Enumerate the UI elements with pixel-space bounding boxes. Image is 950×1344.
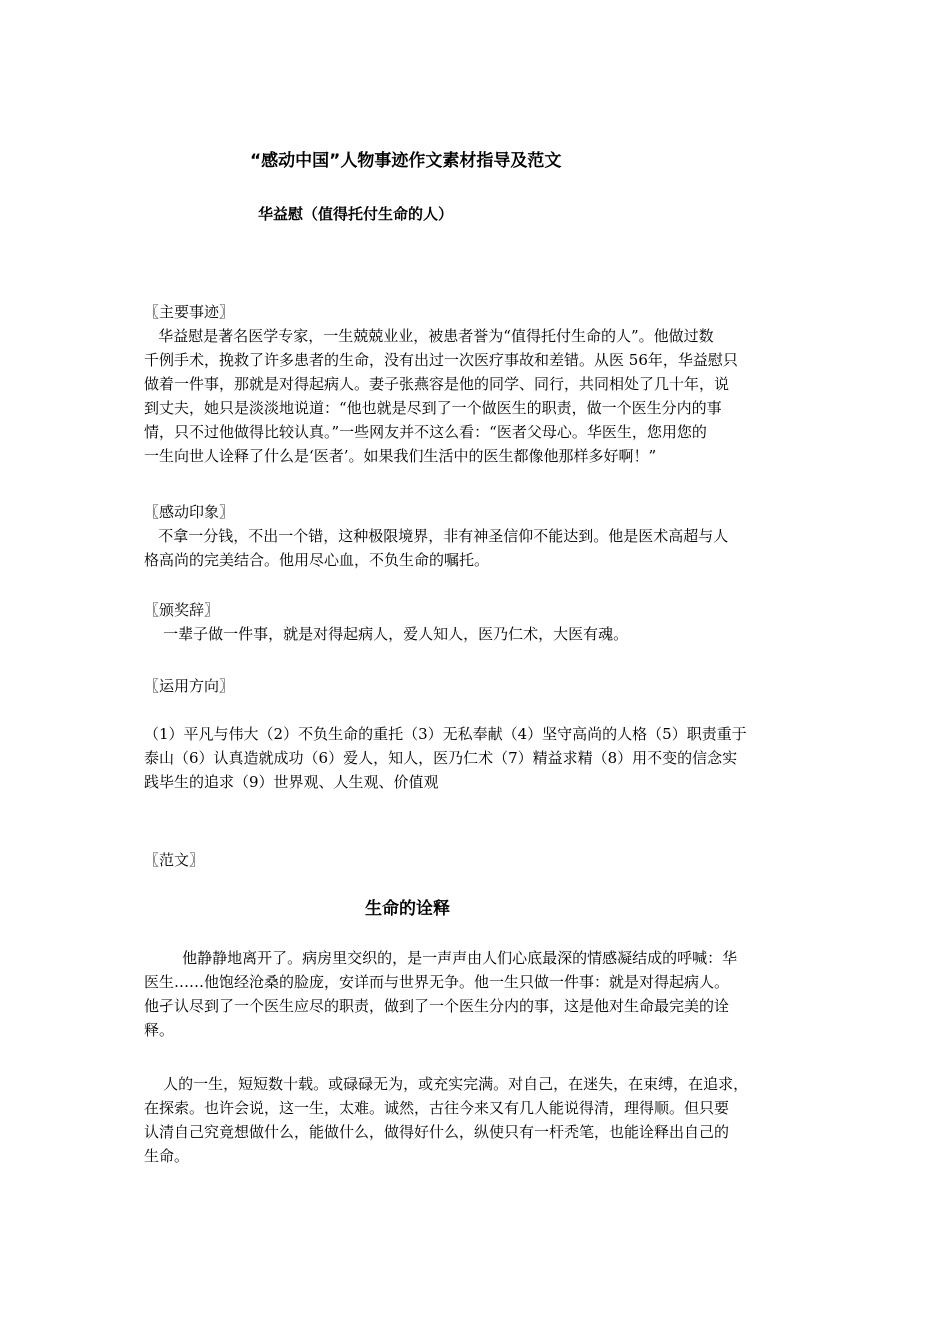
essay-line: 认清自己究竟想做什么，能做什么，做得好什么，纵使只有一杆秃笔，也能诠释出自己的	[144, 1123, 730, 1141]
usage-line: 践毕生的追求（9）世界观、人生观、价值观	[144, 773, 439, 791]
award-section	[144, 598, 810, 646]
essay-title: 生命的诠释	[365, 899, 450, 919]
essay-section	[144, 848, 810, 872]
essay-line: 医生……他饱经沧桑的脸庞，安详而与世界无争。他一生只做一件事：就是对得起病人。	[144, 973, 730, 991]
main-deeds-section	[144, 300, 810, 468]
essay-line: 释。	[144, 1021, 175, 1039]
main-deeds-line: 到丈夫，她只是淡淡地说道：“他也就是尽到了一个做医生的职责，做一个医生分内的事	[144, 399, 722, 417]
main-deeds-line: 情，只不过他做得比较认真。”一些网友并不这么看：“医者父母心。华医生，您用您的	[144, 423, 707, 441]
usage-line: （1）平凡与伟大（2）不负生命的重托（3）无私奉献（4）坚守高尚的人格（5）职责重于	[144, 725, 747, 743]
main-deeds-line: 一生向世人诠释了什么是‘医者’。如果我们生活中的医生都像他那样多好啊！”	[144, 447, 657, 465]
main-deeds-line: 华益慰是著名医学专家，一生兢兢业业，被患者誉为“值得托付生命的人”。他做过数	[144, 327, 714, 345]
impression-section	[144, 500, 810, 572]
main-deeds-line: 千例手术，挽救了许多患者的生命，没有出过一次医疗事故和差错。从医 56年，华益慰只	[144, 351, 738, 369]
essay-line: 他静静地离开了。病房里交织的，是一声声由人们心底最深的情感凝结成的呼喊：华	[144, 949, 738, 967]
usage-heading: 〖运用方向〗	[144, 677, 235, 695]
main-deeds-heading: 〖主要事迹〗	[144, 303, 235, 321]
main-deeds-line: 做着一件事，那就是对得起病人。妻子张燕容是他的同学、同行，共同相处了几十年，说	[144, 375, 730, 393]
usage-section	[144, 674, 810, 698]
impression-heading: 〖感动印象〗	[144, 503, 235, 521]
award-heading: 〖颁奖辞〗	[144, 601, 220, 619]
document-title: “感动中国”人物事迹作文素材指导及范文	[250, 151, 562, 171]
essay-paragraph-2	[144, 1072, 810, 1168]
usage-list	[144, 722, 810, 794]
impression-line: 格高尚的完美结合。他用尽心血，不负生命的嘱托。	[144, 551, 490, 569]
essay-line: 人的一生，短短数十载。或碌碌无为，或充实完满。对自己，在迷失，在束缚，在追求，	[144, 1075, 749, 1093]
essay-line: 生命。	[144, 1147, 190, 1165]
document-subtitle: 华益慰（值得托付生命的人）	[258, 205, 454, 223]
impression-line: 不拿一分钱，不出一个错，这种极限境界，非有神圣信仰不能达到。他是医术高超与人	[144, 527, 729, 545]
award-line: 一辈子做一件事，就是对得起病人，爱人知人，医乃仁术，大医有魂。	[144, 625, 629, 643]
usage-line: 泰山（6）认真造就成功（6）爱人，知人，医乃仁术（7）精益求精（8）用不变的信念实	[144, 749, 738, 767]
essay-line: 他孑认尽到了一个医生应尽的职责，做到了一个医生分内的事，这是他对生命最完美的诠	[144, 997, 730, 1015]
essay-line: 在探索。也许会说，这一生，太难。诚然，古往今来又有几人能说得清，理得顺。但只要	[144, 1099, 730, 1117]
essay-paragraph-1	[144, 946, 810, 1042]
essay-heading: 〖范文〗	[144, 851, 205, 869]
